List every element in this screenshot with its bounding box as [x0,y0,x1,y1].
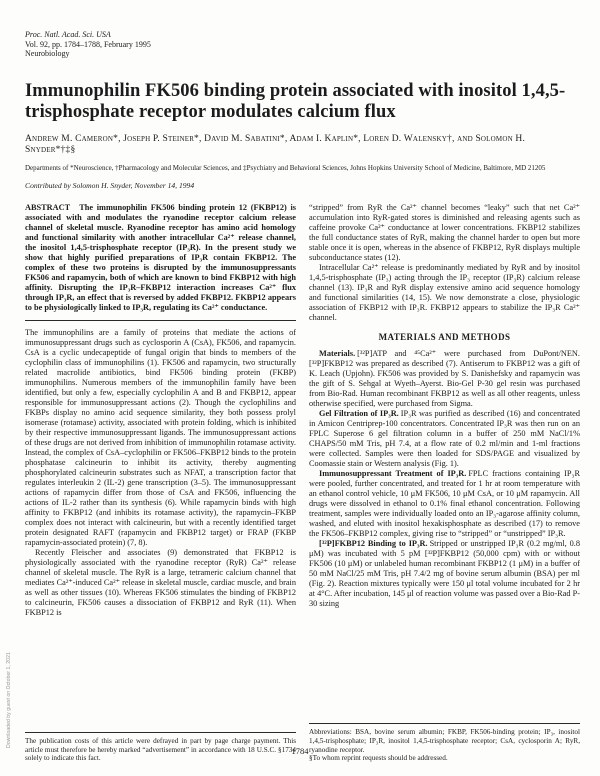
methods-lead-materials: Materials. [319,348,356,358]
journal-name: Proc. Natl. Acad. Sci. USA [25,30,111,39]
download-watermark: Downloaded by guest on October 1, 2021 [6,652,12,748]
intro-continuation-paragraph: “stripped” from RyR the Ca²⁺ channel becomes “leaky” such that net Ca²⁺ accumulation into RyR-gated stores is diminished and releasing agents such as caffeine provoke Ca²⁺ conductance at lower concentrations. FKBP12 stabilizes the full conductance states of RyR, making the channel harder to open but more stable once it is open, whereas in the absence of FKBP12, RyR displays multiple subconductance states (12). [309,202,580,262]
page-number: 1784 [291,746,309,756]
intro-paragraph-2: Recently Fleischer and associates (9) demonstrated that FKBP12 is physiologically associated with the ryanodine receptor (RyR) Ca²⁺ release channel of skeletal muscle. The RyR is a large, tetrameric calcium channel that mediates Ca²⁺-induced Ca²⁺ release in skeletal muscle, cardiac muscle, and brain as well as other tissues (10). Whereas FK506 stimulates the binding of FKBP12 to calcineurin, FK506 causes a dissociation of FKBP12 and RyR (11). When FKBP12 is [25,547,296,617]
abstract [25,203,296,313]
methods-paragraph-immunosuppressant [309,469,580,539]
journal-volume: Vol. 92, pp. 1784–1788, February 1995 [25,39,151,49]
methods-section-heading: MATERIALS AND METHODS [378,331,511,342]
right-column [309,203,580,763]
affiliation-line: Departments of *Neuroscience, †Pharmacology and Molecular Sciences, and ‡Psychiatry and Behavioral Sciences, Johns Hopkins University School of Medicine, Baltimore, MD 21205 [25,163,546,172]
intro-paragraph-1: The immunophilins are a family of proteins that mediate the actions of immunosuppressant drugs such as cyclosporin A (CsA), FK506, and rapamycin. CsA is a cyclic undecapeptide of fungal origin that binds to members of the cyclophilin class of immunophilins (1). FK506 and rapamycin, two structurally related macrolide antibiotics, bind FK506 binding protein (FKBP) immunophilins. Numerous members of the immunophilin family have been identified, but only a few, especially cyclophilin A and B and FKBP12, appear responsible for immunosuppressant actions (2). Though the cyclophilins and FKBPs display no amino acid sequence similarity, they both possess prolyl isomerase (rotamase) activity, associated with protein folding, which is inhibited by their respective immunosuppressant ligands. The immunosuppressant actions of these drugs are not derived from inhibition of immunophilin rotamase activity. Instead, the complex of CsA–cyclophilin or FK506–FKBP12 binds to the protein phosphatase calcineurin to inhibit its activity, thereby augmenting phosphorylated calcineurin substrates such as NFAT, a transcription factor that regulates interleukin 2 (IL-2) gene transcription (3–5). The immunosuppressant actions of rapamycin differ from those of CsA and FK506, influencing the actions of IL-2 rather than its synthesis (6). While rapamycin binds with high affinity to FKBP12 (and inhibits its rotamase activity), the rapamycin–FKBP complex does not interact with calcineurin, but with a recently identified target protein designated RAFT (rapamycin and FKBP12 target) or FRAP (FKBP rapamycin-associated protein) (7, 8). [25,327,296,547]
methods-paragraph-binding [309,539,580,609]
abstract-label: ABSTRACT [25,202,71,212]
abbreviations-text: Abbreviations: BSA, bovine serum albumin; FKBP, FK506-binding protein; IP₃, inositol 1,4,5-trisphosphate; IP₃R, inositol 1,4,5-trisphosphate receptor; CsA, cyclosporin A; RyR, ryanodine receptor. [309,728,580,754]
left-column [25,203,296,763]
paper-title: Immunophilin FK506 binding protein associated with inositol 1,4,5-trisphosphate receptor modulates calcium flux [25,80,566,122]
journal-masthead [25,30,578,59]
footnote-divider [309,723,580,724]
contributed-line: Contributed by Solomon H. Snyder, November 14, 1994 [25,180,195,190]
methods-lead-gel-filtration: Gel Filtration of IP₃R. [319,408,399,418]
methods-paragraph-materials [309,349,580,409]
journal-section: Neurobiology [25,49,70,58]
paper-header [0,0,600,190]
methods-text-binding: Stripped or unstripped IP₃R (0.2 mg/ml, 0.8 μM) was incubated with 5 pM [³²P]FKBP12 (50,000 cpm) with or without FK506 (10 μM) or unlabeled human recombinant FKBP12 (1 μM) in a buffer of 50 mM NaCl/25 mM Tris, pH 7.4/2 mg of bovine serum albumin (BSA) per ml (Fig. 2). Reaction mixtures typically were 150 μl total volume incubated for 2 hr at 4°C. After incubation, 145 μl of reaction volume was passed over a Bio-Rad P-30 sizing [309,538,580,608]
methods-lead-binding: [³²P]FKBP12 Binding to IP₃R. [319,538,428,548]
abstract-divider [25,320,296,321]
methods-text-gel-filtration: IP₃R was purified as described (16) and concentrated in Amicon Centriprep-100 concentrators. Concentrated IP₃R was then run on an FPLC Superose 6 gel filtration column in a buffer of 250 mM NaCl/1% CHAPS/50 mM Tris, pH 7.4, at a flow rate of 0.2 ml/min and 1-ml fractions were collected. Samples were then loaded for SDS/PAGE and visualized by Coomassie stain or Western analysis (Fig. 1). [309,408,580,468]
reprint-requests-text: §To whom reprint requests should be addressed. [309,754,448,763]
methods-text-immunosuppressant: FPLC fractions containing IP₃R were pooled, further concentrated, and treated for 1 hr at room temperature with an ethanol control vehicle, 10 μM FK506, 10 μM CsA, or 10 μM rapamycin. All drugs were dissolved in ethanol to 0.1% final ethanol concentration. Following treatment, samples were individually loaded onto an IP₃-agarose affinity column, washed, and eluted with inositol hexakisphosphate as described (17) to remove the FK506–FKBP12 complex, giving rise to “stripped” or “unstripped” IP₃R. [309,468,580,538]
authors-line: Andrew M. Cameron*, Joseph P. Steiner*, David M. Sabatini*, Adam I. Kaplin*, Loren D. Walensky†, and Solomon H. Snyder*†‡§ [25,133,526,155]
abstract-text: The immunophilin FK506 binding protein 12 (FKBP12) is associated with and modulates the ryanodine receptor calcium release channel of skeletal muscle. Ryanodine receptor has amino acid homology and functional similarity with another intracellular Ca²⁺ release channel, the inositol 1,4,5-trisphosphate receptor (IP₃R). In the present study we show that highly purified preparations of IP₃R contain FKBP12. The complex of these two proteins is disrupted by the immunosuppressants FK506 and rapamycin, both of which are known to bind FKBP12 with high affinity. Disrupting the IP₃R–FKBP12 interaction increases Ca²⁺ flux through IP₃R, an effect that is reversed by added FKBP12. FKBP12 appears to be physiologically linked to IP₃R, regulating its Ca²⁺ conductance. [25,202,296,312]
footnote-divider [25,732,296,733]
intro-paragraph-3: Intracellular Ca²⁺ release is predominantly mediated by RyR and by inositol 1,4,5-trisphosphate (IP₃) acting through the IP₃ receptor (IP₃R) calcium release channel (13). IP₃R and RyR display extensive amino acid sequence homology and functional similarities (14, 15). We now demonstrate a close, physiologic association of FKBP12 with IP₃R. FKBP12 appears to stabilize the IP₃R Ca²⁺ channel. [309,262,580,322]
methods-text-materials: [³²P]ATP and ⁴⁵Ca²⁺ were purchased from DuPont/NEN. [³²P]FKBP12 was prepared as described (7). Antiserum to FKBP12 was a gift of K. Leach (Upjohn). FK506 was provided by S. Danishefsky and rapamycin was the gift of S. Sehgal at Wyeth–Ayerst. Bio-Gel P-30 gel resin was purchased from Bio-Rad. Human recombinant FKBP12 as well as all other reagents, unless otherwise specified, were purchased from Sigma. [309,348,580,408]
methods-paragraph-gel-filtration [309,409,580,469]
publication-costs-text: The publication costs of this article were defrayed in part by page charge payment. This article must therefore be hereby marked “advertisement” in accordance with 18 U.S.C. §1734 solely to indicate this fact. [25,736,296,763]
methods-lead-immunosuppressant: Immunosuppressant Treatment of IP₃R. [319,468,467,478]
two-column-body [0,203,600,763]
abbreviations-footnote [309,723,580,762]
